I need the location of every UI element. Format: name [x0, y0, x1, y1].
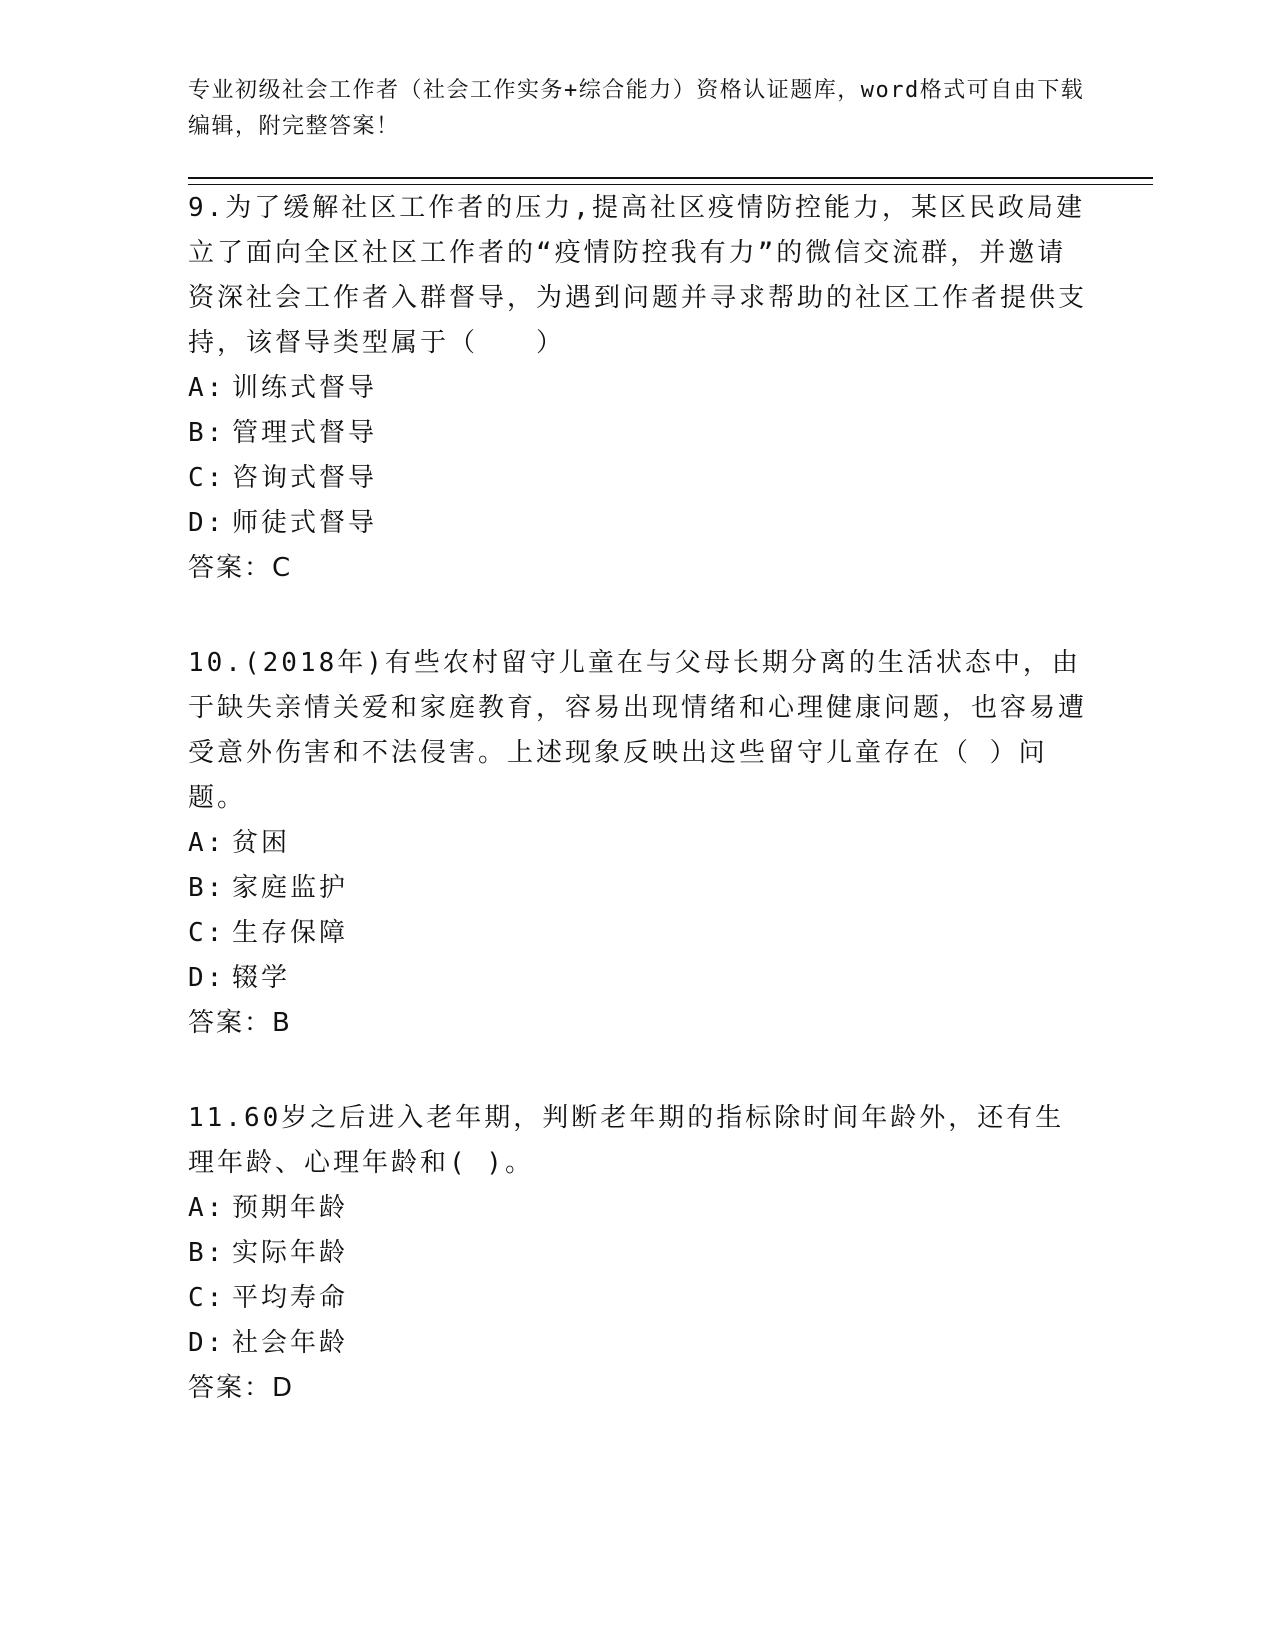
option-b — [188, 411, 1088, 456]
question-stem: 11.60岁之后进入老年期，判断老年期的指标除时间年龄外，还有生理年龄、心理年龄和( )。 — [188, 1103, 1065, 1178]
header-divider-thin — [188, 184, 1153, 185]
option-text: 辍学 — [232, 963, 291, 993]
option-text: 训练式督导 — [232, 373, 378, 403]
question-9 — [188, 186, 1088, 591]
option-text: 贫困 — [232, 828, 291, 858]
option-d — [188, 956, 1088, 1001]
option-key: C: — [188, 463, 226, 493]
option-key: C: — [188, 918, 226, 948]
option-text: 平均寿命 — [232, 1283, 349, 1313]
option-key: A: — [188, 373, 226, 403]
option-text: 生存保障 — [232, 918, 349, 948]
option-c — [188, 911, 1088, 956]
option-b — [188, 1231, 1088, 1276]
option-key: D: — [188, 1328, 226, 1358]
question-stem: 10.(2018年)有些农村留守儿童在与父母长期分离的生活状态中，由于缺失亲情关爱和家庭教育，容易出现情绪和心理健康问题，也容易遭受意外伤害和不法侵害。上述现象反映出这些留守儿童存在（ ）问题。 — [188, 648, 1088, 813]
option-key: C: — [188, 1283, 226, 1313]
option-text: 预期年龄 — [232, 1193, 349, 1223]
option-text: 社会年龄 — [232, 1328, 349, 1358]
answer-line: 答案：D — [188, 1373, 295, 1403]
option-key: D: — [188, 508, 226, 538]
header-divider-thick — [188, 177, 1153, 179]
option-text: 师徒式督导 — [232, 508, 378, 538]
question-stem: 9.为了缓解社区工作者的压力,提高社区疫情防控能力，某区民政局建立了面向全区社区工作者的“疫情防控我有力”的微信交流群，并邀请资深社会工作者入群督导，为遇到问题并寻求帮助的社区工作者提供支持，该督导类型属于（ ） — [188, 193, 1088, 358]
option-key: B: — [188, 873, 226, 903]
option-key: D: — [188, 963, 226, 993]
option-d — [188, 501, 1088, 546]
question-11 — [188, 1096, 1088, 1411]
option-key: B: — [188, 1238, 226, 1268]
option-text: 实际年龄 — [232, 1238, 349, 1268]
option-key: A: — [188, 828, 226, 858]
option-a — [188, 1186, 1088, 1231]
option-a — [188, 366, 1088, 411]
option-b — [188, 866, 1088, 911]
option-text: 家庭监护 — [232, 873, 349, 903]
document-header: 专业初级社会工作者（社会工作实务+综合能力）资格认证题库，word格式可自由下载编辑，附完整答案！ — [188, 78, 1085, 139]
answer-line: 答案：B — [188, 1008, 292, 1038]
option-key: A: — [188, 1193, 226, 1223]
option-text: 咨询式督导 — [232, 463, 378, 493]
option-text: 管理式督导 — [232, 418, 378, 448]
option-c — [188, 456, 1088, 501]
option-d — [188, 1321, 1088, 1366]
answer-line: 答案：C — [188, 553, 293, 583]
option-c — [188, 1276, 1088, 1321]
option-a — [188, 821, 1088, 866]
question-10 — [188, 641, 1088, 1046]
option-key: B: — [188, 418, 226, 448]
